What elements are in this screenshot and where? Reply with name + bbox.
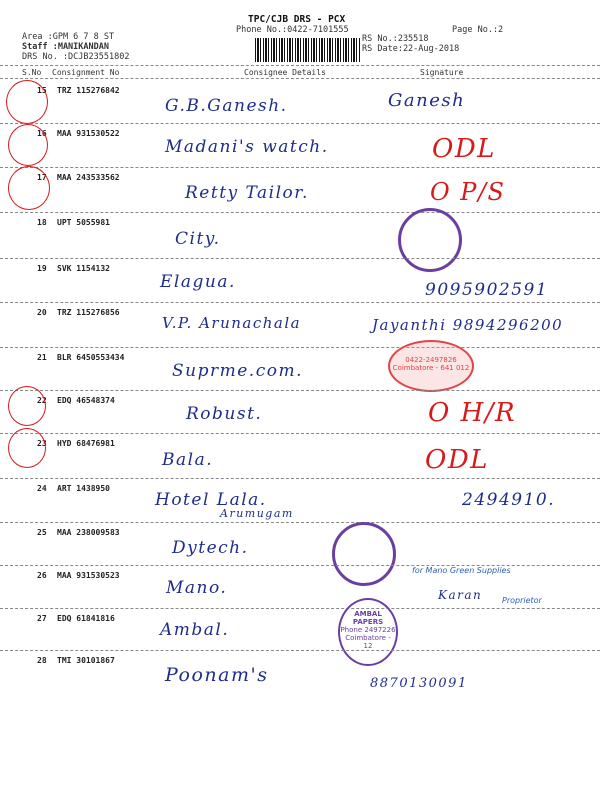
row-signature: 2494910. <box>462 490 556 510</box>
row-divider <box>0 478 600 479</box>
area-label: Area :GPM 6 7 8 ST <box>22 32 115 42</box>
row-signature: 9095902591 <box>425 280 549 300</box>
row-consignee: Mano. <box>166 578 228 598</box>
row-sno: 17 <box>37 173 47 182</box>
stamp-ambal-city: Coimbatore - 12 <box>345 634 391 650</box>
row-divider <box>0 522 600 523</box>
row-sno: 20 <box>37 308 47 317</box>
ambal-papers-stamp <box>338 598 398 666</box>
drs-number: DRS No. :DCJB23551802 <box>22 52 130 62</box>
row-consignment: MAA 931530522 <box>57 129 120 138</box>
row-consignee: Ambal. <box>160 620 230 640</box>
row-divider <box>0 167 600 168</box>
col-sno: S.No <box>22 68 42 77</box>
row-note: ODL <box>432 134 496 164</box>
row-sno: 27 <box>37 614 47 623</box>
row-sno: 23 <box>37 439 47 448</box>
col-consignment: Consignment No <box>52 68 120 77</box>
row-sno: 19 <box>37 264 47 273</box>
city-stamp <box>398 208 462 272</box>
row-divider <box>0 433 600 434</box>
row-consignee: Suprme.com. <box>172 361 303 381</box>
red-circle-mark <box>8 386 46 426</box>
company-stamp <box>388 340 474 392</box>
row-consignee: Bala. <box>162 450 214 470</box>
col-signature: Signature <box>420 68 464 77</box>
row-sno: 16 <box>37 129 47 138</box>
row-consignee: Elagua. <box>160 272 236 292</box>
row-consignee: Dytech. <box>172 538 249 558</box>
row-sno: 21 <box>37 353 47 362</box>
round-stamp <box>332 522 396 586</box>
row-consignee: Madani's watch. <box>165 137 329 157</box>
row-note: O H/R <box>428 398 517 428</box>
row-consignment: SVK 1154132 <box>57 264 110 273</box>
row-divider <box>0 302 600 303</box>
row-divider <box>0 347 600 348</box>
red-circle-mark <box>8 428 46 468</box>
col-consignee: Consignee Details <box>244 68 326 77</box>
row-consignment: TRZ 115276856 <box>57 308 120 317</box>
row-consignment: MAA 238009583 <box>57 528 120 537</box>
row-signature: Ganesh <box>388 90 466 111</box>
document-title: TPC/CJB DRS - PCX <box>248 14 346 25</box>
row-sno: 26 <box>37 571 47 580</box>
row-signature: 8870130091 <box>370 676 468 691</box>
row-consignee: Poonam's <box>165 664 269 686</box>
row-sno: 24 <box>37 484 47 493</box>
rs-date: RS Date:22-Aug-2018 <box>362 44 460 54</box>
staff-label: Staff :MANIKANDAN <box>22 42 109 52</box>
row-signature: Karan <box>438 588 483 602</box>
row-note: O P/S <box>430 178 506 206</box>
rs-number: RS No.:235518 <box>362 34 429 44</box>
row-divider <box>0 258 600 259</box>
header-rule-top <box>0 65 600 66</box>
stamp-ambal-phone: Phone 2497226 <box>340 626 396 634</box>
row-consignee: Hotel Lala. <box>155 490 267 510</box>
row-consignment: UPT 5055981 <box>57 218 110 227</box>
phone-number: Phone No.:0422-7101555 <box>236 25 349 35</box>
row-consignee: Retty Tailor. <box>185 183 309 203</box>
red-circle-mark <box>8 166 50 210</box>
row-consignment: EDQ 61841816 <box>57 614 115 623</box>
row-consignee-sub: Arumugam <box>220 507 294 520</box>
row-divider <box>0 390 600 391</box>
row-consignee: City. <box>175 229 221 249</box>
row-consignment: TRZ 115276842 <box>57 86 120 95</box>
barcode <box>255 38 360 62</box>
row-consignment: EDQ 46548374 <box>57 396 115 405</box>
red-circle-mark <box>8 124 48 166</box>
stamp-proprietor: Proprietor <box>502 596 542 605</box>
row-consignment: BLR 6450553434 <box>57 353 125 362</box>
row-consignment: HYD 68476981 <box>57 439 115 448</box>
row-consignee: Robust. <box>186 404 263 424</box>
row-divider <box>0 608 600 609</box>
row-consignment: TMI 30101867 <box>57 656 115 665</box>
row-sno: 15 <box>37 86 47 95</box>
page-number: Page No.:2 <box>452 25 504 35</box>
row-sno: 25 <box>37 528 47 537</box>
header-rule-bottom <box>0 78 600 79</box>
row-consignee: V.P. Arunachala <box>162 314 302 332</box>
row-note: ODL <box>425 445 489 475</box>
red-circle-mark <box>6 80 48 124</box>
row-divider <box>0 123 600 124</box>
stamp-ambal-name: AMBAL PAPERS <box>352 610 384 626</box>
row-signature: Jayanthi 9894296200 <box>372 316 564 334</box>
row-consignee: G.B.Ganesh. <box>165 96 288 116</box>
row-divider <box>0 650 600 651</box>
row-consignment: MAA 931530523 <box>57 571 120 580</box>
row-sno: 22 <box>37 396 47 405</box>
row-sno: 18 <box>37 218 47 227</box>
stamp-company-name: for Mano Green Supplies <box>412 566 511 575</box>
stamp-phone: 0422-2497826 <box>405 356 457 364</box>
row-divider <box>0 212 600 213</box>
stamp-city: Coimbatore - 641 012 <box>392 364 470 372</box>
row-sno: 28 <box>37 656 47 665</box>
row-consignment: MAA 243533562 <box>57 173 120 182</box>
row-consignment: ART 1438950 <box>57 484 110 493</box>
